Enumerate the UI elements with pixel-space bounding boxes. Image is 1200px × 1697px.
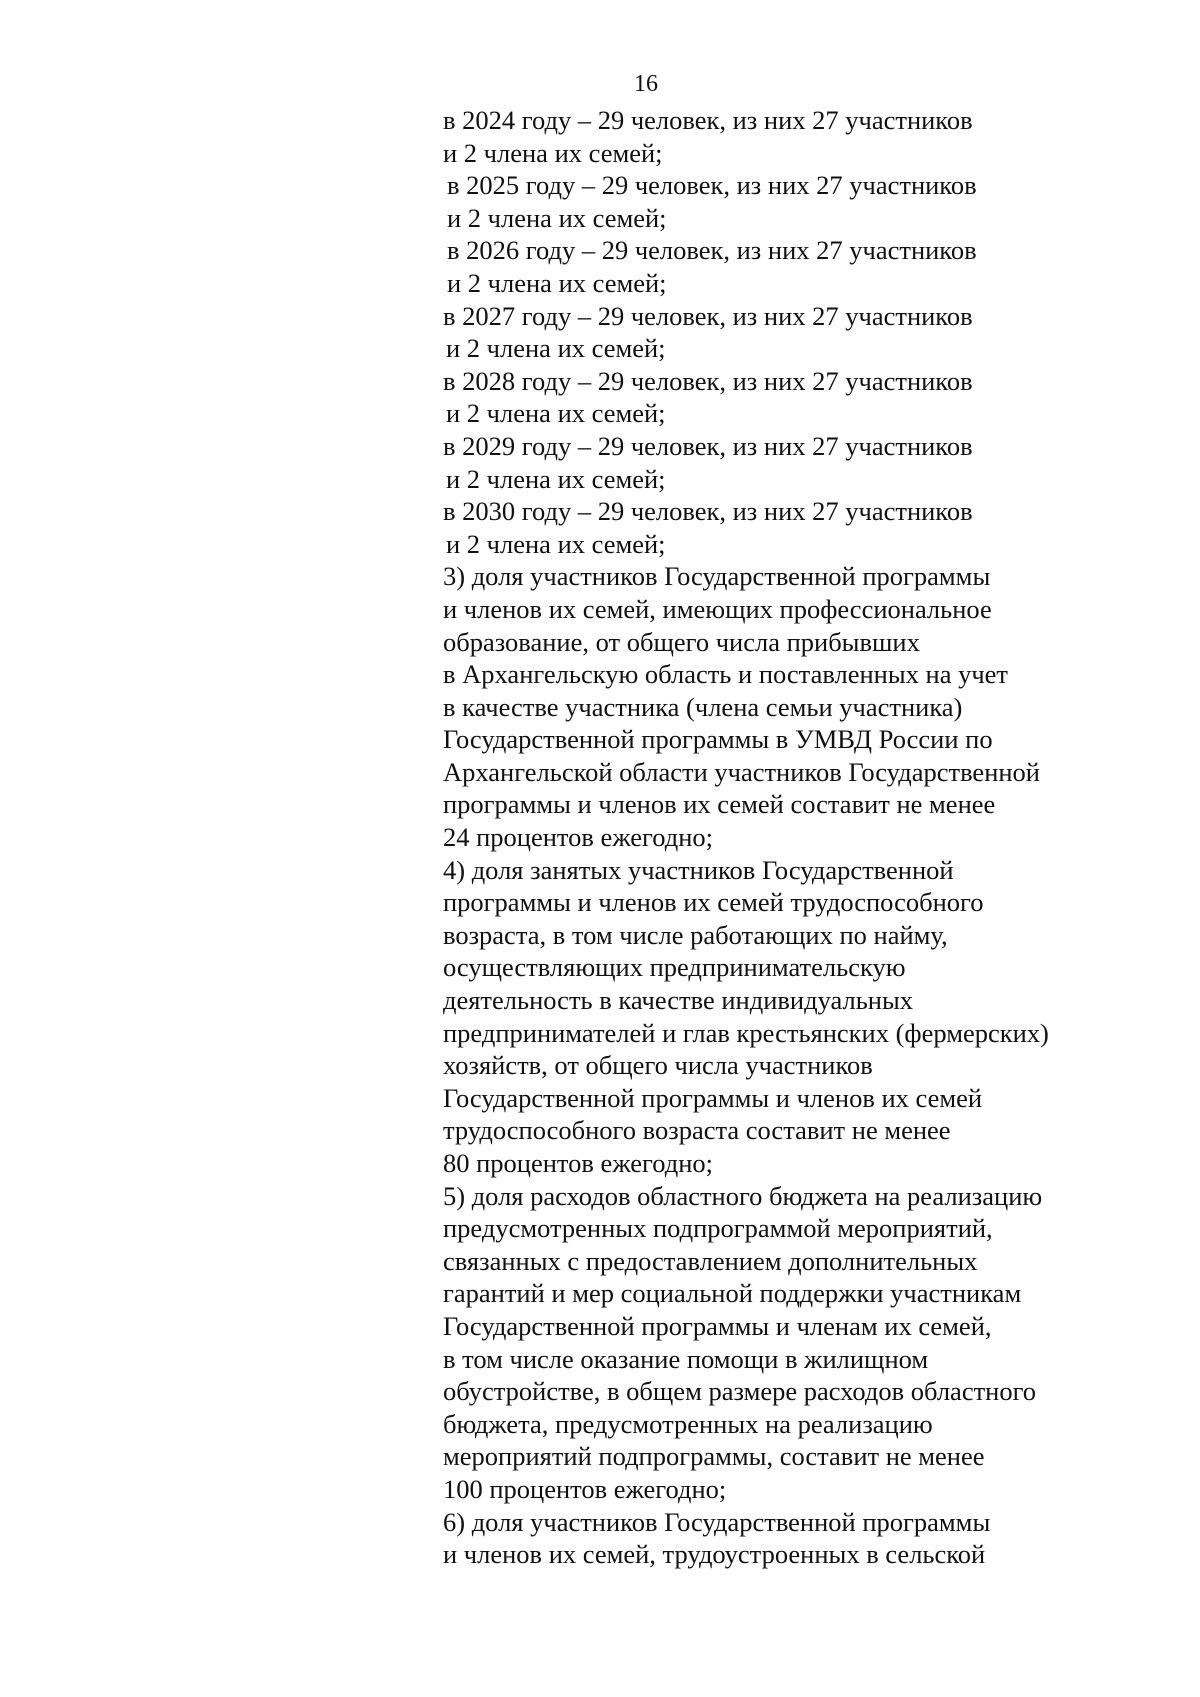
document-body [443, 104, 1163, 1571]
text-line: связанных с предоставлением дополнительных [443, 1245, 978, 1276]
text-line: 80 процентов ежегодно; [443, 1148, 714, 1178]
text-line: трудоспособного возраста составит не менее [443, 1115, 951, 1146]
text-line: Государственной программы и членам их семей, [443, 1310, 992, 1341]
text-line: и 2 члена их семей; [446, 398, 666, 429]
text-line: и членов их семей, имеющих профессиональное [443, 593, 992, 624]
text-line: и 2 члена их семей; [446, 463, 666, 494]
text-line: и 2 члена их семей; [446, 333, 666, 364]
text-line: и 2 члена их семей; [446, 528, 666, 559]
text-line: бюджета, предусмотренных на реализацию [443, 1408, 933, 1439]
text-line: в 2028 году – 29 человек, из них 27 участников [443, 365, 973, 396]
text-line: и 2 члена их семей; [443, 137, 663, 168]
text-line: предпринимателей и глав крестьянских (фермерских) [443, 1017, 1049, 1048]
text-line: Государственной программы в УМВД России по [443, 724, 993, 755]
text-line: Государственной программы и членов их семей [443, 1082, 983, 1113]
text-line: возраста, в том числе работающих по найму, [443, 919, 948, 950]
text-line: в 2029 году – 29 человек, из них 27 участников [443, 430, 973, 461]
text-line: деятельность в качестве индивидуальных [443, 985, 914, 1016]
text-line: и 2 члена их семей; [447, 202, 667, 233]
text-line: 100 процентов ежегодно; [443, 1473, 727, 1504]
text-line: 24 процентов ежегодно; [443, 822, 714, 853]
text-line: в Архангельскую область и поставленных на учет [443, 659, 1009, 690]
text-line: в качестве участника (члена семьи участника) [443, 691, 963, 722]
list-item-4: 4) доля занятых участников Государственной [443, 854, 954, 885]
list-item-5: 5) доля расходов областного бюджета на реализацию [443, 1180, 1043, 1211]
text-line: хозяйств, от общего числа участников [443, 1050, 873, 1081]
list-item-3: 3) доля участников Государственной программы [443, 561, 991, 592]
text-line: и 2 члена их семей; [447, 267, 667, 298]
text-line: в 2026 году – 29 человек, из них 27 участников [447, 235, 977, 266]
text-line: Архангельской области участников Государственной [443, 756, 1040, 787]
text-line: и членов их семей, трудоустроенных в сельской [443, 1539, 986, 1570]
text-line: гарантий и мер социальной поддержки участникам [443, 1278, 1022, 1309]
text-line: программы и членов их семей трудоспособного [443, 887, 984, 918]
list-item-6: 6) доля участников Государственной программы [443, 1506, 991, 1537]
text-line: в 2027 году – 29 человек, из них 27 участников [443, 300, 973, 331]
text-line: мероприятий подпрограммы, составит не менее [443, 1441, 985, 1472]
text-line: программы и членов их семей составит не менее [443, 789, 996, 820]
text-line: осуществляющих предпринимательскую [443, 952, 906, 983]
text-line: в 2025 году – 29 человек, из них 27 участников [447, 170, 977, 201]
text-line: образование, от общего числа прибывших [443, 626, 920, 657]
text-line: в том числе оказание помощи в жилищном [443, 1343, 929, 1374]
text-line: в 2030 году – 29 человек, из них 27 участников [443, 496, 973, 527]
text-line: обустройстве, в общем размере расходов областного [443, 1376, 1037, 1407]
text-line: предусмотренных подпрограммой мероприятий, [443, 1213, 993, 1244]
page-number: 16 [634, 71, 658, 97]
text-line: в 2024 году – 29 человек, из них 27 участников [443, 105, 973, 135]
